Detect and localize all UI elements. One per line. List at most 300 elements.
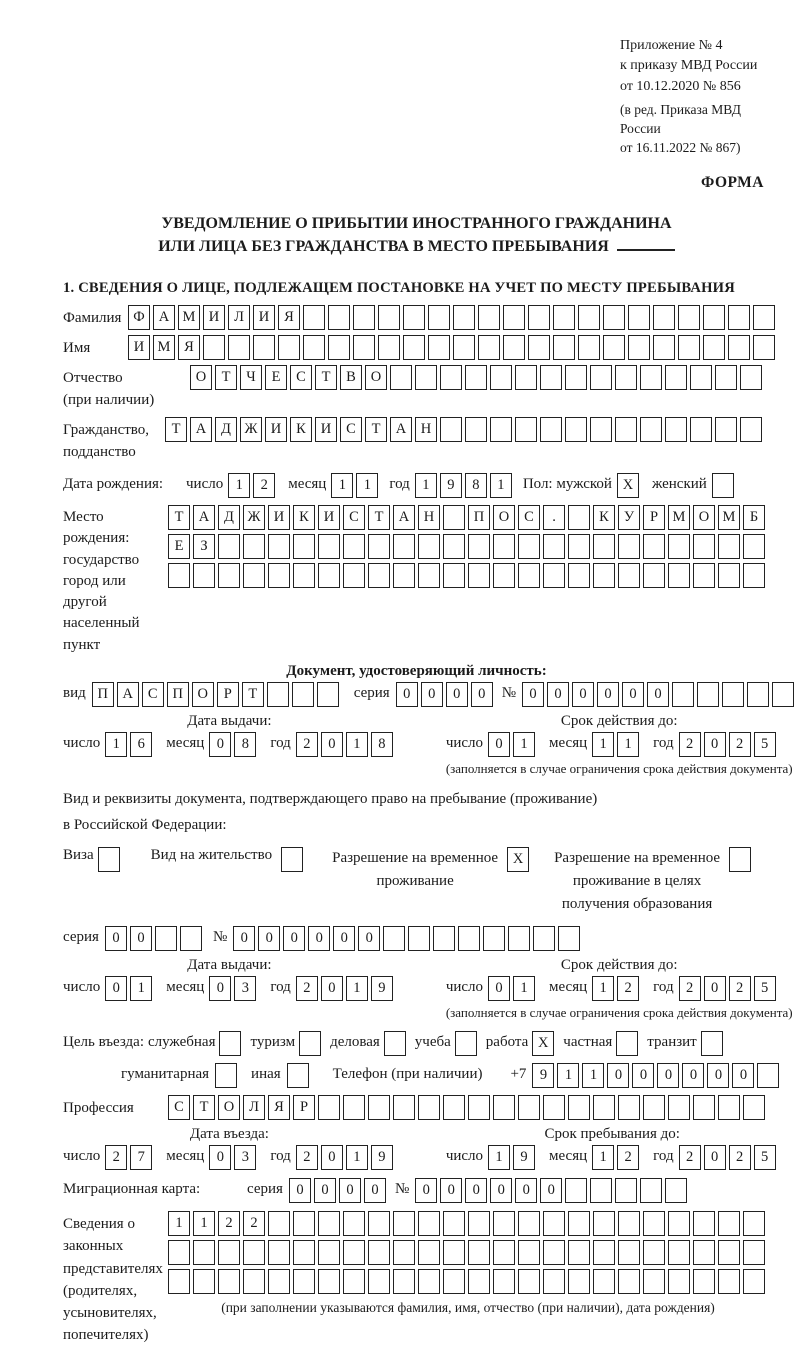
char-box[interactable]	[590, 365, 612, 390]
char-box[interactable]	[243, 1240, 265, 1265]
char-box[interactable]	[318, 1240, 340, 1265]
char-box[interactable]	[618, 1240, 640, 1265]
char-box[interactable]: А	[393, 505, 415, 530]
char-box[interactable]	[343, 563, 365, 588]
char-box[interactable]	[568, 534, 590, 559]
char-box[interactable]	[693, 563, 715, 588]
char-box[interactable]	[193, 1240, 215, 1265]
char-box[interactable]: 1	[105, 732, 127, 757]
char-box[interactable]: 0	[488, 732, 510, 757]
char-box[interactable]	[465, 417, 487, 442]
char-box[interactable]	[543, 1240, 565, 1265]
char-box[interactable]: Р	[643, 505, 665, 530]
char-box[interactable]: 2	[253, 473, 275, 498]
char-box[interactable]	[253, 335, 275, 360]
char-box[interactable]	[565, 417, 587, 442]
char-box[interactable]: 2	[679, 1145, 701, 1170]
char-box[interactable]	[578, 335, 600, 360]
char-box[interactable]	[168, 563, 190, 588]
char-box[interactable]: Л	[228, 305, 250, 330]
char-box[interactable]	[618, 534, 640, 559]
char-box[interactable]: 2	[617, 976, 639, 1001]
char-box[interactable]	[540, 417, 562, 442]
char-box[interactable]: 5	[754, 976, 776, 1001]
char-box[interactable]	[203, 335, 225, 360]
char-box[interactable]	[518, 1240, 540, 1265]
purpose-official-checkbox[interactable]	[219, 1031, 241, 1056]
char-box[interactable]	[228, 335, 250, 360]
char-box[interactable]	[368, 1269, 390, 1294]
char-box[interactable]	[703, 305, 725, 330]
char-box[interactable]	[343, 1240, 365, 1265]
char-box[interactable]	[540, 365, 562, 390]
char-box[interactable]	[443, 505, 465, 530]
char-box[interactable]	[493, 1095, 515, 1120]
char-box[interactable]: Т	[215, 365, 237, 390]
char-box[interactable]	[468, 1269, 490, 1294]
char-box[interactable]: 0	[209, 976, 231, 1001]
char-box[interactable]: С	[168, 1095, 190, 1120]
char-box[interactable]	[343, 534, 365, 559]
char-box[interactable]	[543, 563, 565, 588]
char-box[interactable]	[268, 534, 290, 559]
char-box[interactable]: 8	[371, 732, 393, 757]
char-box[interactable]: 2	[679, 732, 701, 757]
char-box[interactable]	[590, 1178, 612, 1203]
char-box[interactable]: Р	[217, 682, 239, 707]
char-box[interactable]	[518, 1269, 540, 1294]
char-box[interactable]: 0	[209, 732, 231, 757]
char-box[interactable]	[553, 305, 575, 330]
char-box[interactable]	[393, 1269, 415, 1294]
char-box[interactable]	[503, 305, 525, 330]
char-box[interactable]: 7	[130, 1145, 152, 1170]
char-box[interactable]	[328, 305, 350, 330]
char-box[interactable]	[628, 305, 650, 330]
char-box[interactable]: П	[167, 682, 189, 707]
char-box[interactable]: 1	[592, 732, 614, 757]
char-box[interactable]	[568, 1095, 590, 1120]
char-box[interactable]: 9	[513, 1145, 535, 1170]
char-box[interactable]	[740, 365, 762, 390]
char-box[interactable]: 0	[233, 926, 255, 951]
char-box[interactable]	[543, 1269, 565, 1294]
char-box[interactable]	[518, 563, 540, 588]
char-box[interactable]: И	[268, 505, 290, 530]
char-box[interactable]	[740, 417, 762, 442]
char-box[interactable]	[565, 365, 587, 390]
char-box[interactable]: 0	[515, 1178, 537, 1203]
char-box[interactable]	[443, 1095, 465, 1120]
char-box[interactable]: 0	[440, 1178, 462, 1203]
char-box[interactable]	[378, 305, 400, 330]
char-box[interactable]	[593, 1269, 615, 1294]
char-box[interactable]: 0	[522, 682, 544, 707]
char-box[interactable]: 2	[243, 1211, 265, 1236]
title-blank-field[interactable]	[617, 237, 675, 251]
char-box[interactable]	[715, 365, 737, 390]
char-box[interactable]: 0	[488, 976, 510, 1001]
char-box[interactable]	[693, 534, 715, 559]
char-box[interactable]: И	[253, 305, 275, 330]
char-box[interactable]	[490, 365, 512, 390]
char-box[interactable]	[343, 1211, 365, 1236]
char-box[interactable]: 0	[540, 1178, 562, 1203]
char-box[interactable]: Т	[365, 417, 387, 442]
char-box[interactable]: Ж	[243, 505, 265, 530]
char-box[interactable]	[568, 505, 590, 530]
char-box[interactable]	[668, 563, 690, 588]
char-box[interactable]: 1	[582, 1063, 604, 1088]
char-box[interactable]	[393, 1211, 415, 1236]
char-box[interactable]: Ч	[240, 365, 262, 390]
char-box[interactable]	[568, 1269, 590, 1294]
char-box[interactable]	[440, 365, 462, 390]
char-box[interactable]: 1	[346, 976, 368, 1001]
char-box[interactable]	[640, 1178, 662, 1203]
char-box[interactable]: 0	[732, 1063, 754, 1088]
visa-checkbox[interactable]	[98, 847, 120, 872]
char-box[interactable]	[565, 1178, 587, 1203]
char-box[interactable]	[293, 1240, 315, 1265]
char-box[interactable]	[722, 682, 744, 707]
char-box[interactable]	[268, 1269, 290, 1294]
char-box[interactable]: М	[178, 305, 200, 330]
char-box[interactable]	[418, 563, 440, 588]
char-box[interactable]	[743, 1095, 765, 1120]
char-box[interactable]	[243, 563, 265, 588]
char-box[interactable]	[483, 926, 505, 951]
char-box[interactable]	[643, 534, 665, 559]
char-box[interactable]	[268, 563, 290, 588]
char-box[interactable]	[593, 563, 615, 588]
char-box[interactable]: З	[193, 534, 215, 559]
char-box[interactable]	[318, 563, 340, 588]
char-box[interactable]	[390, 365, 412, 390]
char-box[interactable]: 2	[218, 1211, 240, 1236]
char-box[interactable]	[743, 1240, 765, 1265]
char-box[interactable]: 1	[592, 976, 614, 1001]
char-box[interactable]: 1	[168, 1211, 190, 1236]
char-box[interactable]: 0	[308, 926, 330, 951]
char-box[interactable]: 1	[513, 976, 535, 1001]
char-box[interactable]: И	[128, 335, 150, 360]
char-box[interactable]: М	[668, 505, 690, 530]
char-box[interactable]	[593, 1240, 615, 1265]
char-box[interactable]: 2	[296, 976, 318, 1001]
char-box[interactable]	[618, 1095, 640, 1120]
char-box[interactable]	[668, 1211, 690, 1236]
purpose-study-checkbox[interactable]	[455, 1031, 477, 1056]
char-box[interactable]	[243, 534, 265, 559]
char-box[interactable]: Е	[168, 534, 190, 559]
char-box[interactable]: 9	[371, 1145, 393, 1170]
char-box[interactable]	[443, 563, 465, 588]
char-box[interactable]	[518, 1095, 540, 1120]
char-box[interactable]	[328, 335, 350, 360]
char-box[interactable]	[643, 563, 665, 588]
char-box[interactable]	[368, 1211, 390, 1236]
char-box[interactable]: 0	[632, 1063, 654, 1088]
char-box[interactable]: А	[390, 417, 412, 442]
char-box[interactable]: 9	[532, 1063, 554, 1088]
char-box[interactable]	[268, 1211, 290, 1236]
char-box[interactable]: 1	[488, 1145, 510, 1170]
char-box[interactable]	[278, 335, 300, 360]
char-box[interactable]	[543, 1211, 565, 1236]
residence-permit-checkbox[interactable]	[281, 847, 303, 872]
char-box[interactable]	[743, 534, 765, 559]
char-box[interactable]	[643, 1240, 665, 1265]
char-box[interactable]: П	[468, 505, 490, 530]
char-box[interactable]: 0	[421, 682, 443, 707]
char-box[interactable]: Е	[265, 365, 287, 390]
char-box[interactable]	[318, 1095, 340, 1120]
char-box[interactable]	[743, 1211, 765, 1236]
char-box[interactable]	[493, 563, 515, 588]
char-box[interactable]	[478, 305, 500, 330]
char-box[interactable]: 2	[729, 1145, 751, 1170]
char-box[interactable]	[468, 1095, 490, 1120]
char-box[interactable]	[318, 534, 340, 559]
char-box[interactable]: 0	[105, 926, 127, 951]
char-box[interactable]	[615, 417, 637, 442]
char-box[interactable]: 0	[209, 1145, 231, 1170]
char-box[interactable]	[603, 335, 625, 360]
char-box[interactable]	[653, 305, 675, 330]
char-box[interactable]	[443, 1240, 465, 1265]
char-box[interactable]	[690, 417, 712, 442]
char-box[interactable]	[293, 1269, 315, 1294]
char-box[interactable]: К	[293, 505, 315, 530]
char-box[interactable]	[518, 1211, 540, 1236]
char-box[interactable]: С	[518, 505, 540, 530]
char-box[interactable]: 1	[592, 1145, 614, 1170]
char-box[interactable]: 1	[557, 1063, 579, 1088]
char-box[interactable]	[753, 305, 775, 330]
char-box[interactable]	[218, 1269, 240, 1294]
char-box[interactable]	[303, 335, 325, 360]
char-box[interactable]	[593, 1095, 615, 1120]
char-box[interactable]	[292, 682, 314, 707]
char-box[interactable]	[218, 534, 240, 559]
char-box[interactable]: Н	[418, 505, 440, 530]
char-box[interactable]	[743, 1269, 765, 1294]
char-box[interactable]	[303, 305, 325, 330]
char-box[interactable]	[478, 335, 500, 360]
char-box[interactable]	[353, 305, 375, 330]
char-box[interactable]	[753, 335, 775, 360]
char-box[interactable]	[408, 926, 430, 951]
char-box[interactable]: П	[92, 682, 114, 707]
char-box[interactable]: 8	[234, 732, 256, 757]
char-box[interactable]: 1	[228, 473, 250, 498]
char-box[interactable]	[378, 335, 400, 360]
char-box[interactable]	[353, 335, 375, 360]
char-box[interactable]: 2	[729, 976, 751, 1001]
char-box[interactable]: 5	[754, 732, 776, 757]
char-box[interactable]: 2	[105, 1145, 127, 1170]
char-box[interactable]	[718, 1211, 740, 1236]
char-box[interactable]: 0	[258, 926, 280, 951]
char-box[interactable]	[728, 305, 750, 330]
char-box[interactable]	[528, 305, 550, 330]
char-box[interactable]: О	[192, 682, 214, 707]
char-box[interactable]: 0	[465, 1178, 487, 1203]
char-box[interactable]	[418, 534, 440, 559]
char-box[interactable]	[318, 1211, 340, 1236]
char-box[interactable]: 0	[704, 732, 726, 757]
char-box[interactable]	[693, 1269, 715, 1294]
char-box[interactable]: 0	[446, 682, 468, 707]
char-box[interactable]	[468, 534, 490, 559]
char-box[interactable]	[697, 682, 719, 707]
char-box[interactable]	[618, 563, 640, 588]
char-box[interactable]: Д	[215, 417, 237, 442]
char-box[interactable]: 2	[296, 732, 318, 757]
char-box[interactable]	[668, 1095, 690, 1120]
char-box[interactable]	[543, 534, 565, 559]
char-box[interactable]: Ф	[128, 305, 150, 330]
char-box[interactable]	[428, 305, 450, 330]
char-box[interactable]: 9	[371, 976, 393, 1001]
purpose-transit-checkbox[interactable]	[701, 1031, 723, 1056]
char-box[interactable]: И	[318, 505, 340, 530]
char-box[interactable]	[418, 1095, 440, 1120]
char-box[interactable]: 0	[547, 682, 569, 707]
char-box[interactable]: 1	[415, 473, 437, 498]
char-box[interactable]: 6	[130, 732, 152, 757]
char-box[interactable]: С	[343, 505, 365, 530]
char-box[interactable]	[640, 417, 662, 442]
char-box[interactable]	[643, 1095, 665, 1120]
char-box[interactable]: С	[340, 417, 362, 442]
char-box[interactable]: 2	[617, 1145, 639, 1170]
char-box[interactable]: О	[365, 365, 387, 390]
char-box[interactable]: А	[193, 505, 215, 530]
char-box[interactable]	[715, 417, 737, 442]
char-box[interactable]	[168, 1269, 190, 1294]
char-box[interactable]: 1	[130, 976, 152, 1001]
char-box[interactable]: .	[543, 505, 565, 530]
char-box[interactable]	[383, 926, 405, 951]
char-box[interactable]	[493, 534, 515, 559]
char-box[interactable]: О	[693, 505, 715, 530]
char-box[interactable]	[293, 563, 315, 588]
char-box[interactable]: М	[718, 505, 740, 530]
char-box[interactable]	[168, 1240, 190, 1265]
char-box[interactable]: 1	[617, 732, 639, 757]
char-box[interactable]	[653, 335, 675, 360]
char-box[interactable]: 2	[679, 976, 701, 1001]
char-box[interactable]: О	[218, 1095, 240, 1120]
char-box[interactable]: А	[153, 305, 175, 330]
char-box[interactable]	[393, 1240, 415, 1265]
sex-male-checkbox[interactable]: X	[617, 473, 639, 498]
char-box[interactable]	[218, 563, 240, 588]
char-box[interactable]	[493, 1269, 515, 1294]
char-box[interactable]: 0	[364, 1178, 386, 1203]
char-box[interactable]: 0	[471, 682, 493, 707]
char-box[interactable]: Р	[293, 1095, 315, 1120]
char-box[interactable]: 0	[105, 976, 127, 1001]
purpose-tourism-checkbox[interactable]	[299, 1031, 321, 1056]
char-box[interactable]	[747, 682, 769, 707]
sex-female-checkbox[interactable]	[712, 473, 734, 498]
char-box[interactable]: 0	[321, 976, 343, 1001]
char-box[interactable]: А	[117, 682, 139, 707]
char-box[interactable]: Т	[193, 1095, 215, 1120]
char-box[interactable]	[343, 1095, 365, 1120]
char-box[interactable]: 3	[234, 976, 256, 1001]
char-box[interactable]	[490, 417, 512, 442]
char-box[interactable]	[368, 534, 390, 559]
char-box[interactable]: 1	[193, 1211, 215, 1236]
char-box[interactable]	[743, 563, 765, 588]
char-box[interactable]: 0	[622, 682, 644, 707]
char-box[interactable]	[243, 1269, 265, 1294]
char-box[interactable]	[403, 335, 425, 360]
char-box[interactable]	[193, 563, 215, 588]
char-box[interactable]: О	[190, 365, 212, 390]
purpose-work-checkbox[interactable]: X	[532, 1031, 554, 1056]
char-box[interactable]: К	[290, 417, 312, 442]
char-box[interactable]	[718, 1095, 740, 1120]
char-box[interactable]	[668, 534, 690, 559]
char-box[interactable]: Т	[368, 505, 390, 530]
char-box[interactable]	[218, 1240, 240, 1265]
char-box[interactable]: 1	[356, 473, 378, 498]
char-box[interactable]: И	[203, 305, 225, 330]
char-box[interactable]	[665, 365, 687, 390]
char-box[interactable]: 0	[607, 1063, 629, 1088]
char-box[interactable]	[568, 1240, 590, 1265]
char-box[interactable]: 0	[289, 1178, 311, 1203]
char-box[interactable]	[465, 365, 487, 390]
char-box[interactable]: 8	[465, 473, 487, 498]
char-box[interactable]	[678, 305, 700, 330]
char-box[interactable]	[718, 1240, 740, 1265]
char-box[interactable]: 0	[657, 1063, 679, 1088]
char-box[interactable]	[193, 1269, 215, 1294]
char-box[interactable]	[772, 682, 794, 707]
char-box[interactable]	[568, 563, 590, 588]
char-box[interactable]: 0	[283, 926, 305, 951]
char-box[interactable]: 0	[314, 1178, 336, 1203]
char-box[interactable]	[493, 1240, 515, 1265]
char-box[interactable]	[418, 1211, 440, 1236]
char-box[interactable]: 0	[396, 682, 418, 707]
char-box[interactable]	[418, 1240, 440, 1265]
temp-residence-checkbox[interactable]: X	[507, 847, 529, 872]
char-box[interactable]	[393, 563, 415, 588]
char-box[interactable]: 1	[331, 473, 353, 498]
char-box[interactable]	[393, 1095, 415, 1120]
char-box[interactable]: 0	[130, 926, 152, 951]
char-box[interactable]: 0	[490, 1178, 512, 1203]
char-box[interactable]	[267, 682, 289, 707]
char-box[interactable]	[543, 1095, 565, 1120]
char-box[interactable]: Я	[268, 1095, 290, 1120]
char-box[interactable]	[618, 1269, 640, 1294]
char-box[interactable]	[690, 365, 712, 390]
char-box[interactable]: 9	[440, 473, 462, 498]
char-box[interactable]: 1	[513, 732, 535, 757]
char-box[interactable]	[293, 534, 315, 559]
purpose-business-checkbox[interactable]	[384, 1031, 406, 1056]
char-box[interactable]: Ж	[240, 417, 262, 442]
char-box[interactable]	[665, 1178, 687, 1203]
